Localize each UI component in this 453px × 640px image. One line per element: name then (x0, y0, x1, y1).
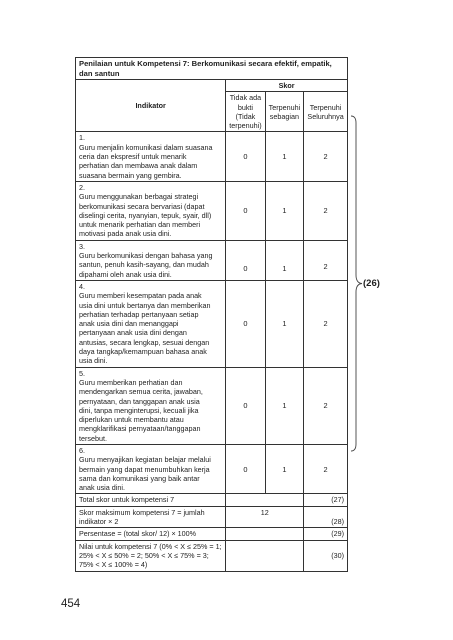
summary-value (226, 540, 304, 571)
summary-row-nilai (76, 540, 348, 571)
score-0: 0 (226, 444, 265, 493)
indicator-cell (76, 280, 226, 367)
table-title: Penilaian untuk Kompetensi 7: Berkomunikasi secara efektif, empatik, dan santun (76, 58, 348, 80)
summary-code: (27) (304, 494, 348, 506)
indicator-number: 1. (79, 133, 85, 143)
score-2: 2 (304, 132, 348, 181)
indicator-row (76, 444, 348, 493)
score-2: 2 (304, 280, 348, 367)
header-terpenuhi-seluruhnya: Terpenuhi Seluruhnya (304, 92, 348, 132)
indicator-number: 2. (79, 182, 85, 192)
assessment-table (75, 57, 348, 572)
summary-value (226, 528, 304, 540)
indicator-text: Guru menggunakan berbagai strategi berkomunikasi secara bervariasi (dapat diselingi cerita, nyanyian, tepuk, syair, dll) untuk menarik perhatian dan memberi motivasi pada anak usia dini. (79, 192, 212, 239)
summary-row-max (76, 506, 348, 528)
score-1: 1 (265, 280, 304, 367)
brace-code-label: (26) (363, 278, 380, 289)
indicator-text: Guru memberi kesempatan pada anak usia dini untuk bertanya dan memberikan perhatian terhadap pertanyaan setiap anak usia dini dan menanggapi pertanyaan anak usia dini dengan antusias, secara lengkap, sesuai dengan daya tangkap/kemampuan bahasa anak usia dini. (79, 291, 211, 366)
indicator-number: 3. (79, 241, 85, 251)
summary-label: Total skor untuk kompetensi 7 (76, 494, 226, 506)
indicator-row (76, 240, 348, 280)
score-1: 1 (265, 181, 304, 240)
indicator-cell (76, 132, 226, 181)
score-1: 1 (265, 240, 304, 280)
header-skor: Skor (226, 80, 348, 92)
summary-code: (30) (304, 540, 348, 571)
summary-row-percent (76, 528, 348, 540)
indicator-cell (76, 367, 226, 444)
indicator-cell (76, 181, 226, 240)
score-0: 0 (226, 367, 265, 444)
summary-code: (28) (304, 506, 348, 528)
indicator-row (76, 367, 348, 444)
score-2: 2 (304, 367, 348, 444)
indicator-number: 4. (79, 281, 85, 291)
summary-value: 12 (226, 506, 304, 528)
summary-row-total (76, 494, 348, 506)
indicator-text: Guru menjalin komunikasi dalam suasana ceria dan ekspresif untuk menarik perhatian dan membawa anak dalam suasana bermain yang gembira. (79, 142, 213, 180)
summary-label: Skor maksimum kompetensi 7 = jumlah indikator × 2 (76, 506, 226, 528)
score-1: 1 (265, 132, 304, 181)
summary-value (226, 494, 304, 506)
score-0: 0 (226, 181, 265, 240)
page-number: 454 (61, 598, 81, 610)
score-0: 0 (226, 132, 265, 181)
score-1: 1 (265, 444, 304, 493)
score-2: 2 (304, 181, 348, 240)
indicator-cell (76, 444, 226, 493)
header-indikator: Indikator (76, 80, 226, 132)
score-0: 0 (226, 240, 265, 280)
summary-code: (29) (304, 528, 348, 540)
indicator-text: Guru memberikan perhatian dan mendengarkan semua cerita, jawaban, pernyataan, dan tanggapan anak usia dini, tanpa menginterupsi, kecuali jika diperlukan untuk membantu atau mengklarifikasi pernyataan/tanggapan tersebut. (79, 377, 203, 443)
summary-label: Persentase = (total skor/ 12) × 100% (76, 528, 226, 540)
score-1: 1 (265, 367, 304, 444)
indicator-text: Guru berkomunikasi dengan bahasa yang santun, penuh kasih-sayang, dan mudah dipahami oleh anak usia dini. (79, 251, 213, 279)
summary-label: Nilai untuk kompetensi 7 (0% < X ≤ 25% = 1; 25% < X ≤ 50% = 2; 50% < X ≤ 75% = 3; 75% < X ≤ 100% = 4) (76, 540, 226, 571)
indicator-cell (76, 240, 226, 280)
indicator-row (76, 132, 348, 181)
curly-brace-icon (349, 115, 363, 452)
header-terpenuhi-sebagian: Terpenuhi sebagian (265, 92, 304, 132)
header-tidak-ada-bukti: Tidak ada bukti (Tidak terpenuhi) (226, 92, 265, 132)
indicator-number: 6. (79, 445, 85, 455)
indicator-row (76, 181, 348, 240)
indicator-row (76, 280, 348, 367)
score-2: 2 (304, 240, 348, 280)
indicator-number: 5. (79, 368, 85, 378)
score-0: 0 (226, 280, 265, 367)
indicator-text: Guru menyajikan kegiatan belajar melalui bermain yang dapat menumbuhkan kerja sama dan komunikasi yang baik antar anak usia dini. (79, 455, 211, 493)
score-2: 2 (304, 444, 348, 493)
